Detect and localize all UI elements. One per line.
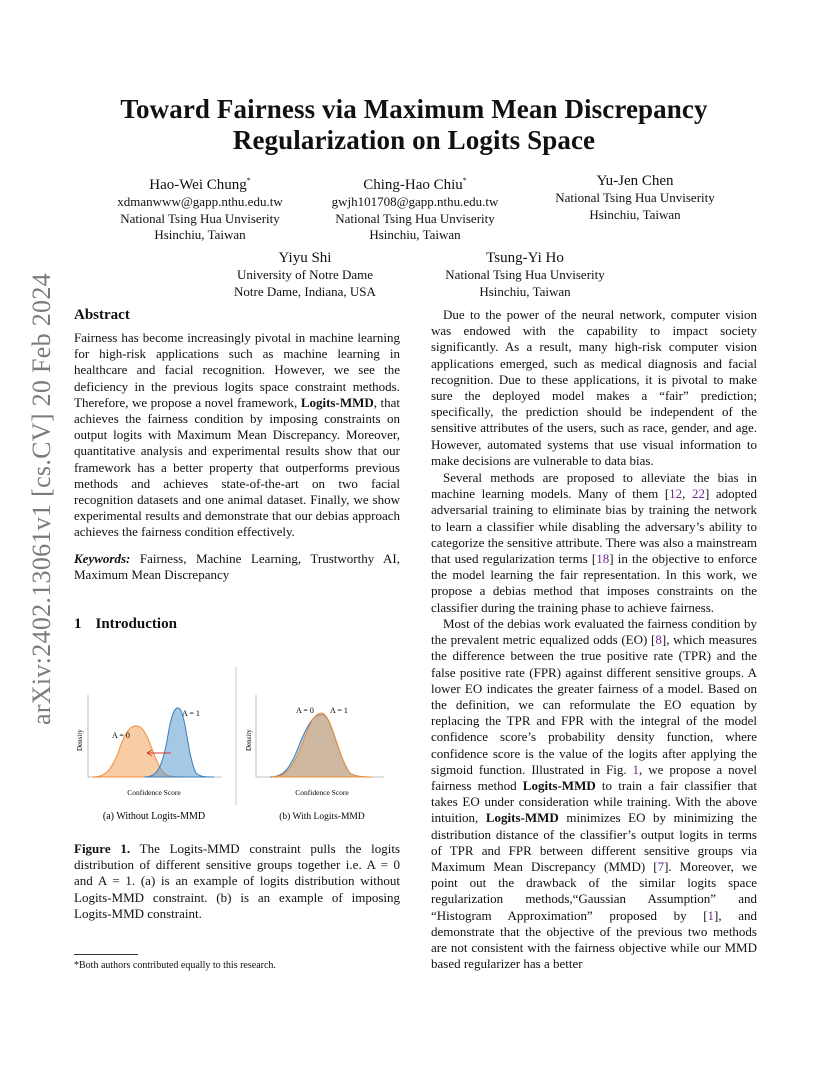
author-affiliation: National Tsing Hua Unviserity [555,190,715,205]
label-a0: A = 0 [112,731,130,740]
author-location: Hsinchiu, Taiwan [589,206,681,222]
figure-1-caption: Figure 1. The Logits-MMD constraint pulls the logits distribution of different sensitive groups together i.e. A = 0 and A = 1. (a) is an example of logits distribution without Logits-MMD constraint. (b) is an example of imposing Logits-MMD constraint. [74,841,401,921]
author-location: Hsinchiu, Taiwan [154,227,246,242]
author-location: Hsinchiu, Taiwan [479,283,571,299]
author-block-5 [420,249,630,300]
author-name: Yiyu Shi [278,250,332,266]
citation-link[interactable]: 22 [691,486,705,502]
author-name: Ching-Hao Chiu* [363,176,467,193]
author-name: Yu-Jen Chen [596,173,674,189]
y-axis-label: Density [76,729,84,751]
plot-without-logits-mmd [76,695,222,822]
author-block-2 [310,172,520,244]
title-line-2: Regularization on Logits Space [232,125,596,155]
citation-link[interactable]: 18 [596,551,610,567]
paper-title [0,94,828,156]
author-affiliation: National Tsing Hua Unviserity [445,267,605,282]
arxiv-stamp: arXiv:2402.13061v1 [cs.CV] 20 Feb 2024 [27,273,56,725]
author-affiliation: National Tsing Hua Unviserity [120,210,280,226]
subcaption-b: (b) With Logits-MMD [279,812,365,822]
title-line-1: Toward Fairness via Maximum Mean Discrepancy [120,94,708,124]
citation-link[interactable]: 8 [655,632,662,648]
x-axis-label: Confidence Score [295,788,349,797]
author-location: Notre Dame, Indiana, USA [234,283,376,299]
footnote-rule [74,954,138,955]
author-name: Tsung-Yi Ho [486,250,564,266]
author-block-1 [95,172,305,244]
subcaption-a: (a) Without Logits-MMD [102,811,206,822]
figure-link[interactable]: 1 [632,761,640,777]
figure-1-plots [74,665,400,825]
intro-paragraph-2: Several methods are proposed to alleviate the bias in machine learning models. Many of them [12, 22] adopted adversarial training to eliminate bias by training the network to learn a classifier while disabling the adversary’s ability to categorize the sensitive attribute. There was also a mainstream that used regularization terms [18] in the objective to enforce the model learning the fair representation. In this work, we propose a debias method that imposes constraints on the classifier during the training phase to achieve fairness. [431,470,757,615]
section-heading-introduction: 1 Introduction [74,616,177,632]
plot-with-logits-mmd [245,695,384,822]
author-location: Hsinchiu, Taiwan [369,227,461,242]
author-block-4 [200,249,410,300]
intro-paragraph-1: Due to the power of the neural network, computer vision was endowed with the capability to impact society significantly. As a result, many high-risk computer vision applications emerged, such as medical diagnosis and facial recognition. Due to these applications, it is pivotal to make sure the deployed model makes a “fair” prediction; specifically, the prediction should be independent of the sensitive attributes of the users, such as race, gender, and age. However, automated systems that use visual information to make decisions are vulnerable to data bias. [431,307,757,468]
footnote: *Both authors contributed equally to this research. [74,960,276,971]
citation-link[interactable]: 12 [669,486,683,502]
y-axis-label: Density [245,729,253,751]
citation-link[interactable]: 7 [657,859,665,875]
author-email: gwjh101708@gapp.nthu.edu.tw [331,194,499,209]
intro-paragraph-3: Most of the debias work evaluated the fairness condition by the prevalent metric equalized odds (EO) [8], which measures the difference between the true positive rate (TPR) and the false positive rate (FPR) against different sensitive groups. A lower EO indicates the greater fairness of a model. Based on the definition, we can reformulate the EO equation by replacing the TPR and FPR with the integral of the model confidence score’s probability density function, where confidence score is the value of the logits after applying the sigmoid function. Illustrated in Fig. 1, we propose a novel fairness method Logits-MMD to train a fair classifier that takes EO under consideration while training. With the above intuition, Logits-MMD minimizes EO by minimizing the distribution distance of the classifier’s output logits in terms of TPR and FPR between different sensitive groups via Maximum Mean Discrepancy (MMD) [7]. Moreover, we point out the drawback of the similar logits space regularization methods,“Gaussian Assumption” and “Histogram Approximation” proposed by [1], and demonstrate that the objective of the previous two methods are not consistent with the fairness objective while our MMD based regularizer has a better [431,616,758,972]
abstract-heading: Abstract [74,307,130,323]
author-affiliation: University of Notre Dame [236,267,374,282]
label-a0: A = 0 [296,706,314,715]
author-block-3 [530,172,740,223]
author-affiliation: National Tsing Hua Unviserity [335,210,495,226]
label-a1: A = 1 [182,709,200,718]
citation-link[interactable]: 1 [707,907,715,923]
author-name: Hao-Wei Chung* [149,176,251,193]
keywords: Keywords: Fairness, Machine Learning, Trustworthy AI, Maximum Mean Discrepancy [74,551,400,583]
x-axis-label: Confidence Score [127,788,181,797]
abstract-body: Fairness has become increasingly pivotal in machine learning for high-risk applications such as machine learning in healthcare and facial recognition. However, we see the deficiency in the previous logits space constraint methods. Therefore, we propose a novel framework, Logits-MMD, that achieves the fairness condition by imposing constraints on output logits with Maximum Mean Discrepancy. Moreover, quantitative analysis and experimental results show that our framework has a better property that outperforms previous methods and achieves state-of-the-art on two facial recognition datasets and one animal dataset. Finally, we show experimental results and demonstrate that our debias approach achieves the fairness condition effectively. [74,330,401,540]
label-a1: A = 1 [330,706,348,715]
author-email: xdmanwww@gapp.nthu.edu.tw [117,194,283,209]
density-a0-orange [272,713,372,777]
